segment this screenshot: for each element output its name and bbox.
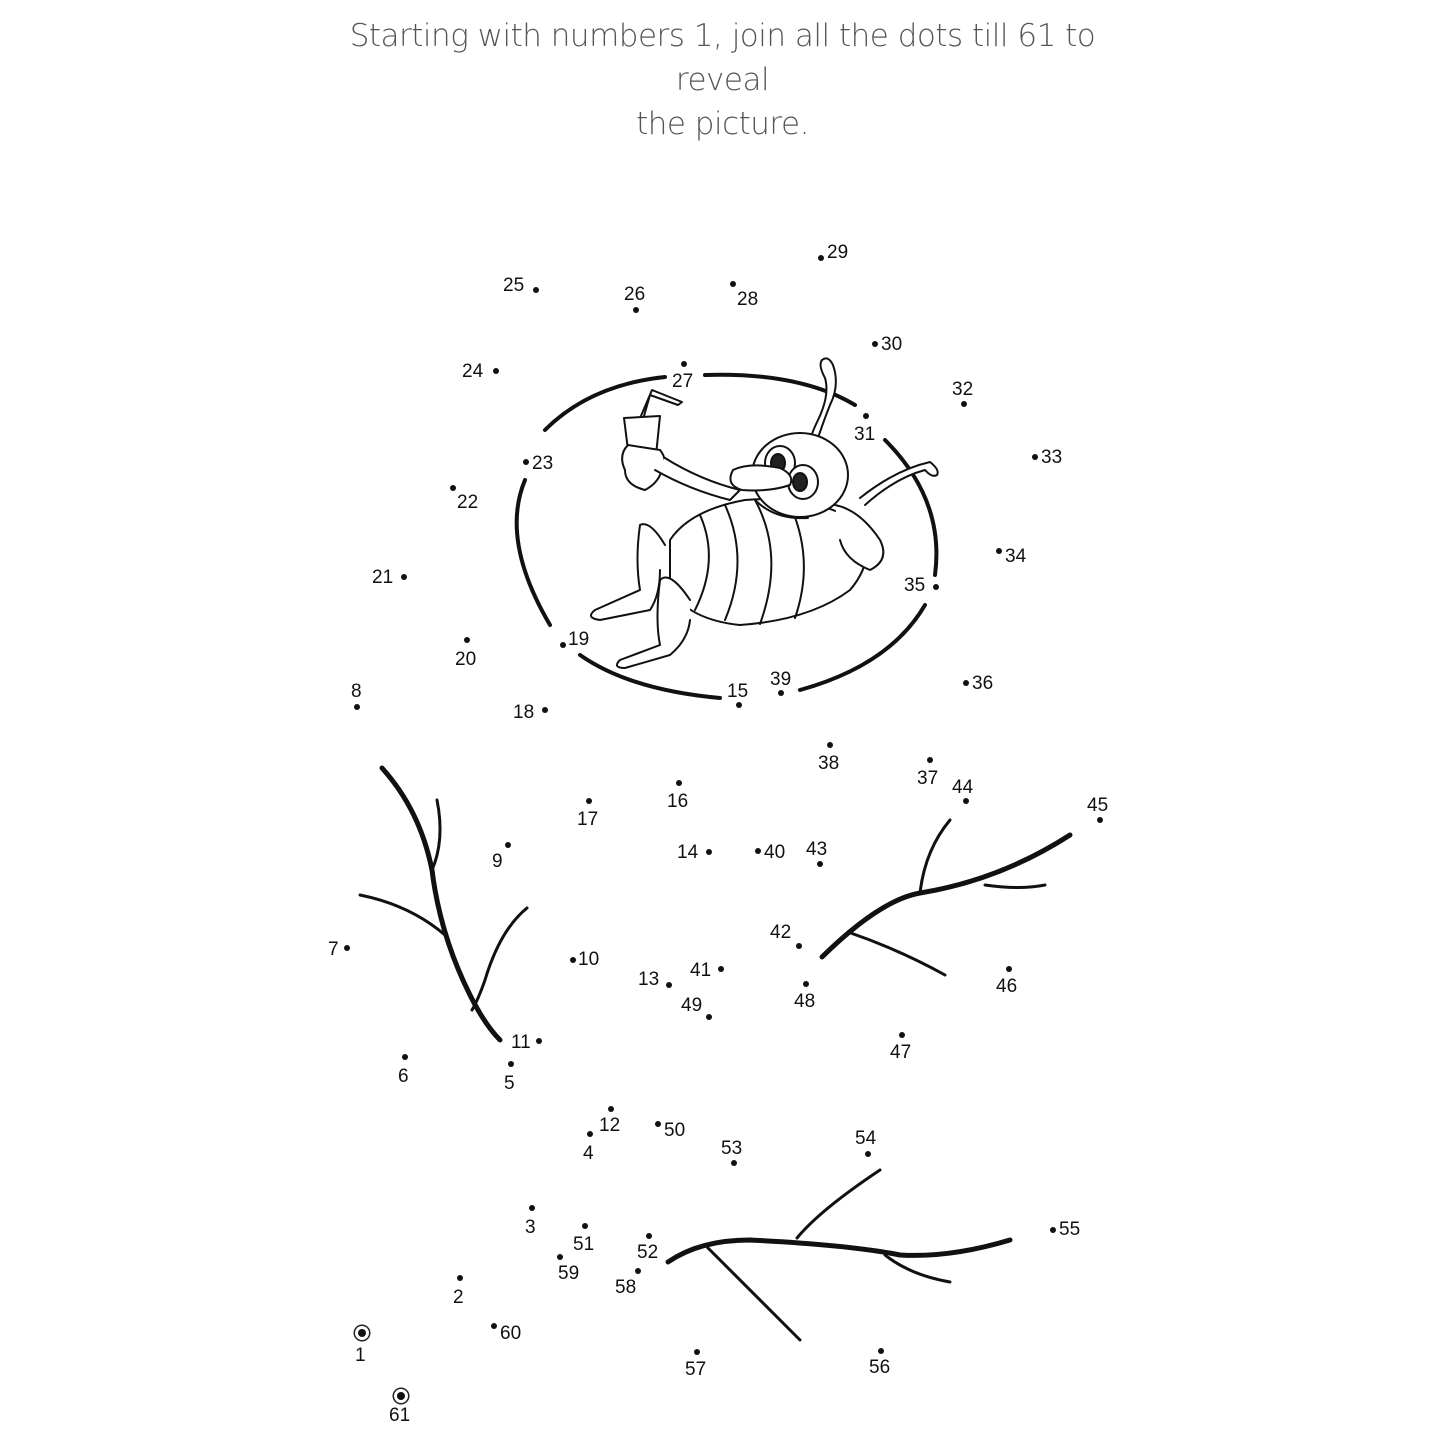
start-end-dot[interactable] — [397, 1392, 405, 1400]
puzzle-dot[interactable] — [344, 945, 350, 951]
dot-number-label: 4 — [583, 1143, 594, 1164]
start-end-dot[interactable] — [358, 1329, 366, 1337]
dot-number-label: 37 — [917, 768, 939, 789]
dot-number-label: 10 — [578, 949, 600, 970]
dot-number-label: 19 — [568, 629, 590, 650]
puzzle-dot[interactable] — [963, 798, 969, 804]
dot-number-label: 7 — [328, 939, 339, 960]
dot-number-label: 53 — [721, 1138, 743, 1159]
dot-number-label: 16 — [667, 791, 689, 812]
dot-number-label: 9 — [492, 851, 503, 872]
dot-number-label: 50 — [664, 1120, 686, 1141]
dot-number-label: 28 — [737, 289, 759, 310]
puzzle-dot[interactable] — [878, 1348, 884, 1354]
branch-right — [822, 820, 1070, 975]
dot-number-label: 54 — [855, 1128, 877, 1149]
dot-number-label: 23 — [532, 453, 554, 474]
dot-number-label: 18 — [513, 702, 535, 723]
puzzle-dot[interactable] — [633, 307, 639, 313]
puzzle-dot[interactable] — [681, 361, 687, 367]
puzzle-dot[interactable] — [508, 1061, 514, 1067]
branch-left — [360, 768, 527, 1040]
puzzle-dot[interactable] — [676, 780, 682, 786]
puzzle-dot[interactable] — [706, 1014, 712, 1020]
puzzle-dot[interactable] — [865, 1151, 871, 1157]
dot-number-label: 15 — [727, 681, 749, 702]
dot-number-label: 25 — [503, 275, 525, 296]
puzzle-dot[interactable] — [1006, 966, 1012, 972]
dot-number-label: 33 — [1041, 447, 1063, 468]
puzzle-dot[interactable] — [736, 702, 742, 708]
puzzle-dot[interactable] — [529, 1205, 535, 1211]
puzzle-dot[interactable] — [586, 798, 592, 804]
puzzle-dot[interactable] — [608, 1106, 614, 1112]
puzzle-dot[interactable] — [872, 341, 878, 347]
puzzle-dot[interactable] — [646, 1233, 652, 1239]
dot-number-label: 55 — [1059, 1219, 1081, 1240]
dot-number-label: 59 — [558, 1263, 580, 1284]
dot-number-label: 5 — [504, 1073, 515, 1094]
puzzle-dot[interactable] — [533, 287, 539, 293]
puzzle-dot[interactable] — [493, 368, 499, 374]
dot-number-label: 61 — [389, 1405, 411, 1426]
dot-number-label: 31 — [854, 424, 876, 445]
puzzle-dot[interactable] — [694, 1349, 700, 1355]
puzzle-dot[interactable] — [803, 981, 809, 987]
dot-number-label: 30 — [881, 334, 903, 355]
dot-number-label: 22 — [457, 492, 479, 513]
puzzle-dot[interactable] — [666, 982, 672, 988]
dot-number-label: 11 — [511, 1032, 531, 1053]
puzzle-dot[interactable] — [1097, 817, 1103, 823]
dot-number-label: 46 — [996, 976, 1018, 997]
puzzle-dot[interactable] — [718, 966, 724, 972]
puzzle-dot[interactable] — [505, 842, 511, 848]
puzzle-dot[interactable] — [655, 1121, 661, 1127]
puzzle-dot[interactable] — [582, 1223, 588, 1229]
dot-number-label: 1 — [355, 1345, 366, 1366]
puzzle-dot[interactable] — [731, 1160, 737, 1166]
bug-illustration — [591, 358, 938, 668]
puzzle-dot[interactable] — [755, 848, 761, 854]
dot-number-label: 57 — [685, 1359, 707, 1380]
puzzle-dot[interactable] — [570, 957, 576, 963]
dot-number-label: 34 — [1005, 546, 1027, 567]
dot-number-label: 51 — [573, 1234, 595, 1255]
dot-number-label: 40 — [764, 842, 786, 863]
dot-number-label: 60 — [500, 1323, 522, 1344]
puzzle-dot[interactable] — [706, 849, 712, 855]
dot-number-label: 39 — [770, 669, 792, 690]
dot-number-label: 12 — [599, 1115, 621, 1136]
dot-number-label: 38 — [818, 753, 840, 774]
dot-number-label: 17 — [577, 809, 599, 830]
dot-number-label: 20 — [455, 649, 477, 670]
dot-number-label: 8 — [351, 681, 362, 702]
puzzle-dot[interactable] — [1050, 1227, 1056, 1233]
puzzle-dot[interactable] — [961, 401, 967, 407]
puzzle-dot[interactable] — [927, 757, 933, 763]
instructions-line-1: Starting with numbers 1, join all the dots till 61 to reveal — [349, 18, 1096, 98]
puzzle-dot[interactable] — [523, 459, 529, 465]
dot-number-label: 42 — [770, 922, 792, 943]
puzzle-dot[interactable] — [863, 413, 869, 419]
puzzle-dot[interactable] — [933, 584, 939, 590]
dot-number-label: 41 — [690, 960, 712, 981]
dot-number-label: 49 — [681, 995, 703, 1016]
puzzle-dot[interactable] — [464, 637, 470, 643]
dot-number-label: 43 — [806, 839, 828, 860]
dot-number-label: 27 — [672, 371, 694, 392]
puzzle-dot[interactable] — [899, 1032, 905, 1038]
puzzle-dot[interactable] — [1032, 454, 1038, 460]
puzzle-dot[interactable] — [996, 548, 1002, 554]
dot-number-label: 52 — [637, 1242, 659, 1263]
dot-number-label: 13 — [638, 969, 660, 990]
puzzle-dot[interactable] — [491, 1323, 497, 1329]
puzzle-dot[interactable] — [827, 742, 833, 748]
dot-number-label: 2 — [453, 1287, 464, 1308]
puzzle-dot[interactable] — [730, 281, 736, 287]
puzzle-dot[interactable] — [560, 642, 566, 648]
puzzle-dot[interactable] — [402, 1054, 408, 1060]
dot-number-label: 14 — [677, 842, 699, 863]
puzzle-dot[interactable] — [457, 1275, 463, 1281]
dot-number-label: 36 — [972, 673, 994, 694]
dot-number-label: 6 — [398, 1066, 409, 1087]
puzzle-dot[interactable] — [796, 943, 802, 949]
instructions-line-2: the picture. — [636, 106, 809, 142]
dot-number-label: 44 — [952, 777, 974, 798]
dot-number-label: 48 — [794, 991, 816, 1012]
dot-number-label: 3 — [525, 1217, 536, 1238]
dot-number-label: 21 — [372, 567, 394, 588]
dot-number-label: 56 — [869, 1357, 891, 1378]
dot-number-label: 47 — [890, 1042, 912, 1063]
puzzle-dot[interactable] — [354, 704, 360, 710]
puzzle-dot[interactable] — [401, 574, 407, 580]
dot-number-label: 24 — [462, 361, 484, 382]
dot-number-label: 58 — [615, 1277, 637, 1298]
dot-number-label: 29 — [827, 242, 849, 263]
puzzle-dot[interactable] — [818, 255, 824, 261]
puzzle-dot[interactable] — [542, 707, 548, 713]
puzzle-dot[interactable] — [450, 485, 456, 491]
branch-bottom — [668, 1170, 1010, 1340]
puzzle-dot[interactable] — [587, 1131, 593, 1137]
dot-number-label: 35 — [904, 575, 926, 596]
puzzle-dot[interactable] — [963, 680, 969, 686]
puzzle-dot[interactable] — [536, 1038, 542, 1044]
dot-number-label: 32 — [952, 379, 974, 400]
puzzle-dot[interactable] — [778, 690, 784, 696]
puzzle-dot[interactable] — [817, 861, 823, 867]
puzzle-dot[interactable] — [635, 1268, 641, 1274]
puzzle-dot[interactable] — [557, 1254, 563, 1260]
dot-number-label: 45 — [1087, 795, 1109, 816]
dot-number-label: 26 — [624, 284, 646, 305]
